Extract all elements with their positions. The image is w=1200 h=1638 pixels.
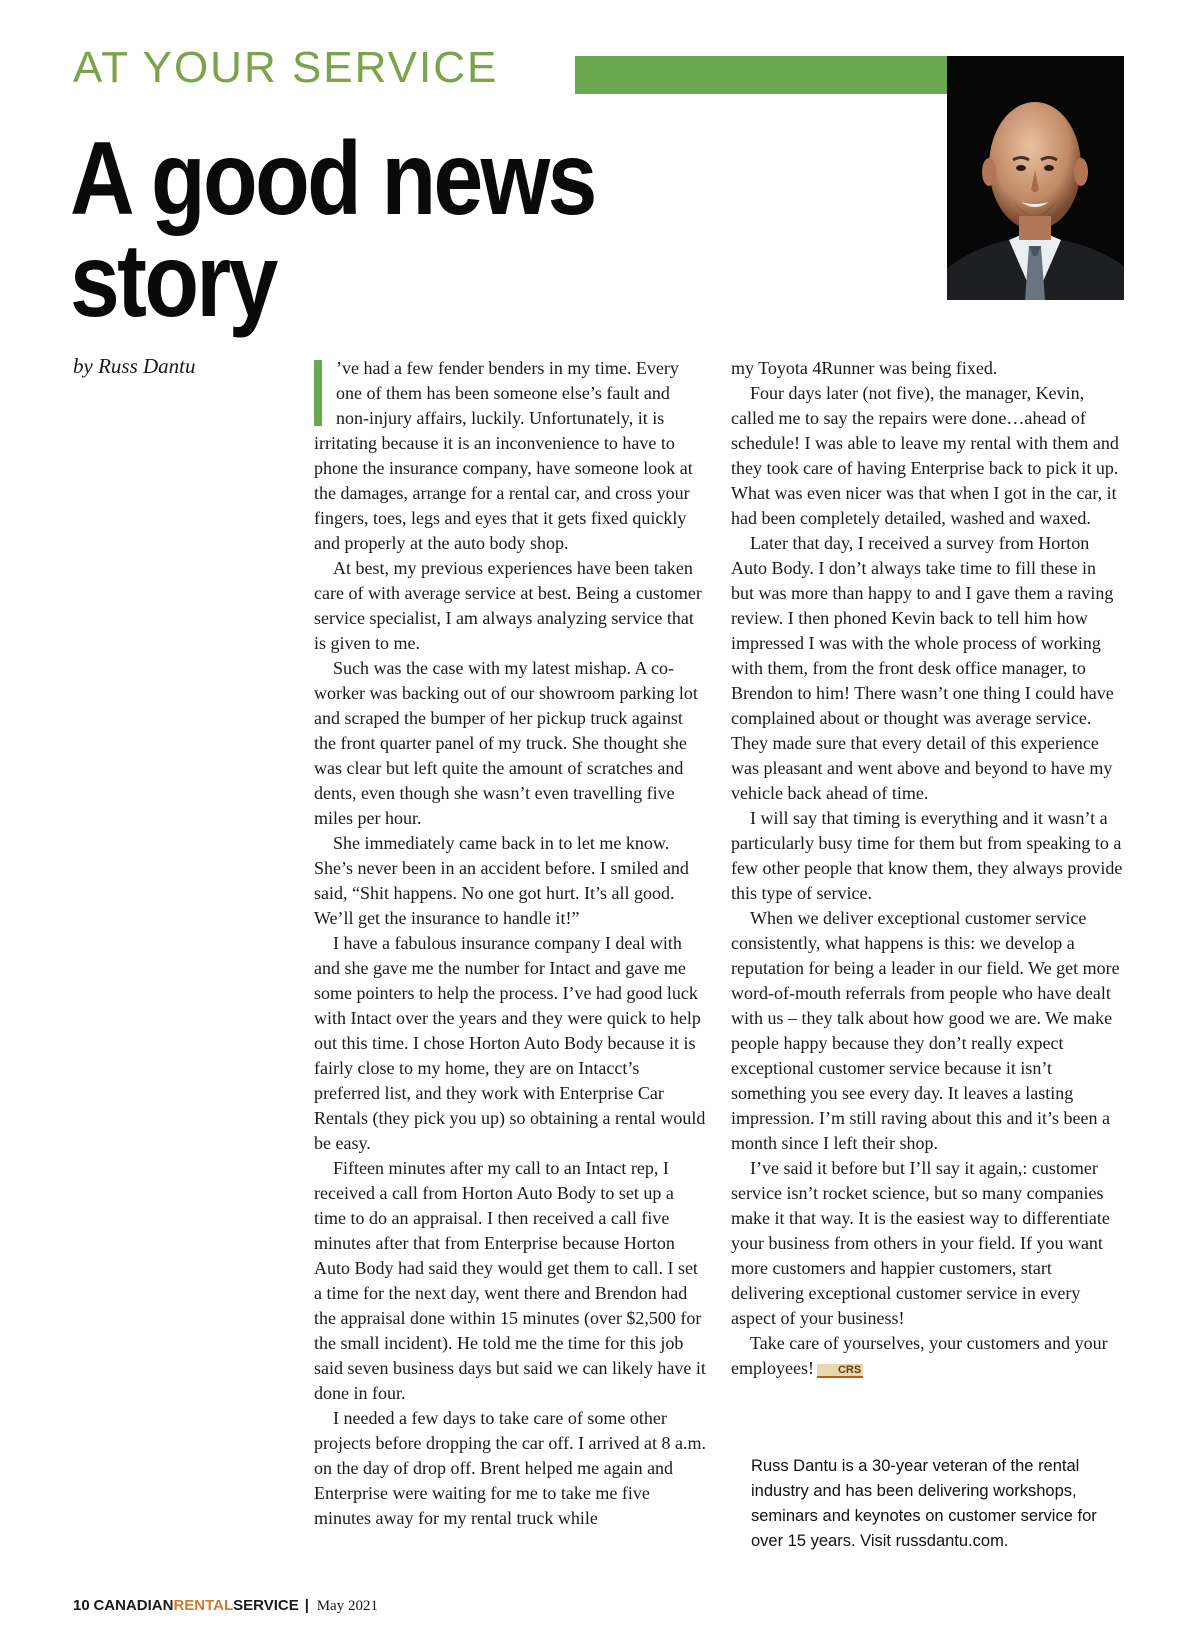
magazine-name-part-2: RENTAL <box>173 1597 234 1614</box>
article-title <box>70 121 595 339</box>
drop-cap-bar <box>314 360 322 426</box>
article-column-1 <box>314 356 706 1531</box>
page-number: 10 <box>73 1597 90 1614</box>
article-paragraph: I will say that timing is everything and it wasn’t a particularly busy time for them but from speaking to a few other people that know them, they always provide this type of service. <box>731 808 1123 903</box>
title-line-2: story <box>70 223 276 339</box>
author-portrait-illustration <box>947 56 1124 300</box>
byline: by Russ Dantu <box>73 354 196 378</box>
article-column-2 <box>731 356 1123 1381</box>
footer-separator: | <box>304 1597 309 1614</box>
end-of-article-mark: CRS <box>817 1364 863 1378</box>
first-paragraph-text: ’ve had a few fender benders in my time. Every one of them has been someone else’s fault and non-injury affairs, luckily. Unfortunately, it is irritating because it is an inconvenience to have to phone the insurance company, have someone look at the damages, arrange for a rental car, and cross your fingers, toes, legs and eyes that it gets fixed quickly and properly at the auto body shop. <box>314 358 693 553</box>
article-paragraph: Four days later (not five), the manager, Kevin, called me to say the repairs were done…ahead of schedule! I was able to leave my rental with them and they took care of having Enterprise back to pick it up. What was even nicer was that when I got in the car, it had been completely detailed, washed and waxed. <box>731 383 1119 528</box>
magazine-name-part-3: SERVICE <box>233 1597 299 1614</box>
section-accent-bar <box>575 56 947 94</box>
article-paragraph: I’ve said it before but I’ll say it again,: customer service isn’t rocket science, but so many companies make it that way. It is the easiest way to differentiate your business from others in your field. If you want more customers and happier customers, start delivering exceptional customer service in every aspect of your business! <box>731 1158 1110 1328</box>
page-footer <box>73 1596 378 1616</box>
final-paragraph-text: Take care of yourselves, your customers and your employees! <box>731 1333 1108 1378</box>
article-paragraph: I have a fabulous insurance company I deal with and she gave me the number for Intact and gave me some pointers to help the process. I’ve had good luck with Intact over the years and they were quick to help out this time. I chose Horton Auto Body because it is fairly close to my home, they are on Intacct’s preferred list, and they work with Enterprise Car Rentals (they pick you up) so obtaining a rental would be easy. <box>314 933 706 1153</box>
magazine-name <box>93 1597 298 1614</box>
article-paragraph <box>314 356 706 556</box>
article-paragraph: At best, my previous experiences have been taken care of with average service at best. Being a customer service specialist, I am always analyzing service that is given to me. <box>314 558 702 653</box>
article-paragraph: I needed a few days to take care of some other projects before dropping the car off. I arrived at 8 a.m. on the day of drop off. Brent helped me again and Enterprise were waiting for me to take me five minutes away for my rental truck while <box>314 1408 707 1528</box>
section-label: AT YOUR SERVICE <box>73 43 499 92</box>
article-paragraph: When we deliver exceptional customer service consistently, what happens is this: we develop a reputation for being a leader in our field. We get more word-of-mouth referrals from people who have dealt with us – they talk about how good we are. We make people happy because they don’t really expect exceptional customer service because it isn’t something you see every day. It leaves a lasting impression. I’m still raving about this and it’s been a month since I left their shop. <box>731 908 1120 1153</box>
article-paragraph-continued: my Toyota 4Runner was being fixed. <box>731 358 998 378</box>
article-paragraph: Fifteen minutes after my call to an Intact rep, I received a call from Horton Auto Body to set up a time to do an appraisal. I then received a call five minutes after that from Enterprise because Horton Auto Body had said they would get them to call. I set a time for the next day, went there and Brendon had the appraisal done within 15 minutes (over $2,500 for the small incident). He told me the time for this job said seven business days but said we can likely have it done in four. <box>314 1158 706 1403</box>
article-paragraph: Such was the case with my latest mishap. A co-worker was backing out of our showroom parking lot and scraped the bumper of her pickup truck against the front quarter panel of my truck. She thought she was clear but left quite the amount of scratches and dents, even though she wasn’t even travelling five miles per hour. <box>314 658 698 828</box>
article-paragraph: Later that day, I received a survey from Horton Auto Body. I don’t always take time to fill these in but was more than happy to and I gave them a raving review. I then phoned Kevin back to tell him how impressed I was with the whole process of working with them, from the front desk office manager, to Brendon to him! There wasn’t one thing I could have complained about or thought was average service. They made sure that every detail of this experience was pleasant and went above and beyond to have my vehicle back ahead of time. <box>731 533 1114 803</box>
author-bio: Russ Dantu is a 30-year veteran of the rental industry and has been delivering workshops, seminars and keynotes on customer service for over 15 years. Visit russdantu.com. <box>751 1457 1097 1550</box>
author-photo <box>947 56 1124 300</box>
magazine-name-part-1: CANADIAN <box>93 1597 174 1614</box>
issue-date: May 2021 <box>316 1598 378 1614</box>
article-paragraph: She immediately came back in to let me know. She’s never been in an accident before. I smiled and said, “Shit happens. No one got hurt. It’s all good. We’ll get the insurance to handle it!” <box>314 833 689 928</box>
title-line-1: A good news <box>70 121 595 237</box>
article-paragraph-final <box>731 1331 1123 1381</box>
